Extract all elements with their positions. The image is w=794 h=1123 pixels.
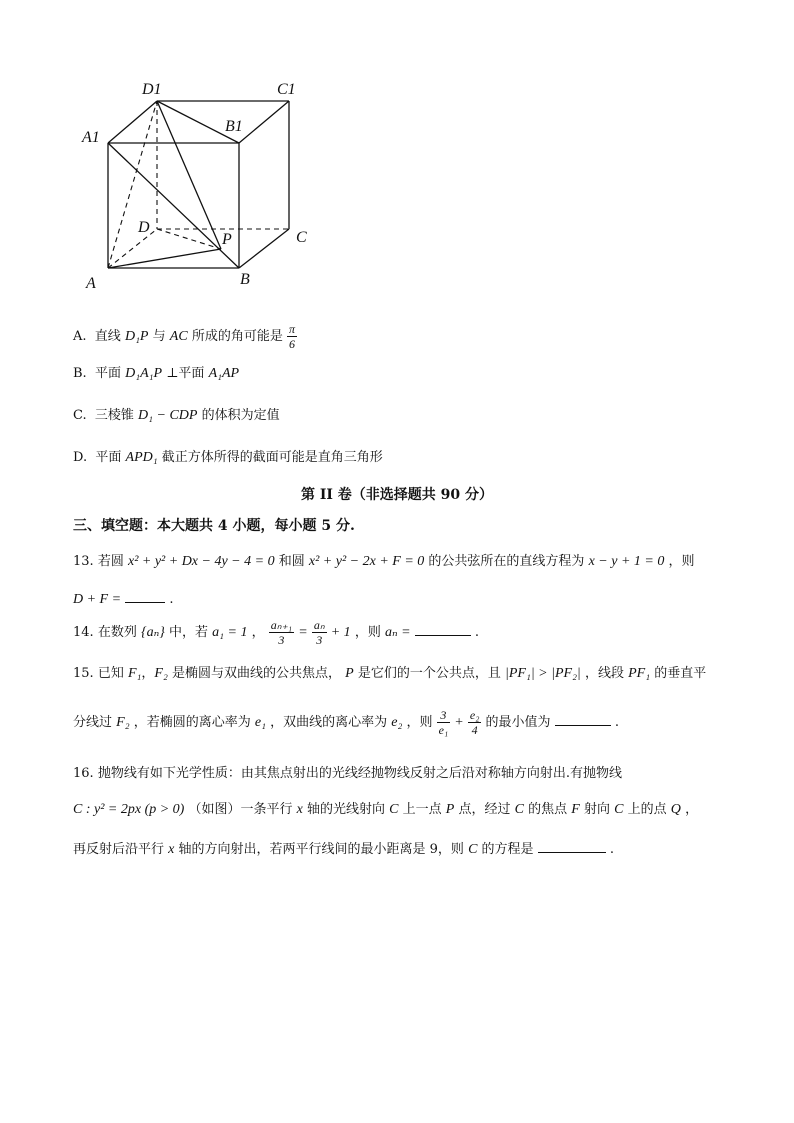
q15-frac2: [468, 708, 482, 737]
option-a-text2: 与: [152, 329, 166, 344]
q14-eq1: a₁ = 1: [212, 625, 248, 640]
option-c-text1: 三棱锥: [94, 408, 134, 423]
q16-f: F: [571, 802, 580, 817]
q15-l2-t1: 分线过: [73, 715, 113, 730]
q15-t5: 的垂直平: [654, 666, 707, 681]
label-p: P: [222, 231, 232, 248]
q16-x2: x: [168, 842, 175, 857]
question-13-line1: [73, 554, 695, 570]
question-14: [73, 618, 479, 647]
q15-frac2-den: 4: [471, 723, 478, 737]
edge-b1-c1: [239, 101, 289, 143]
q13-end: .: [169, 592, 174, 607]
q15-plus: +: [454, 715, 464, 730]
q14-frac1-den: 3: [278, 633, 285, 647]
q13-eq3: x − y + 1 = 0: [588, 554, 665, 569]
option-d-expr1: APD₁: [125, 450, 158, 465]
segment-d1-p: [157, 101, 221, 249]
edge-b-c: [239, 229, 289, 268]
q13-eq2: x² + y² − 2x + F = 0: [308, 554, 425, 569]
q14-frac1: [269, 618, 294, 647]
q14-seq: {aₙ}: [140, 625, 165, 640]
q14-eq2: aₙ =: [384, 625, 411, 640]
q15-pf1: PF₁: [628, 666, 651, 681]
q15-l2-t5: 的最小值为: [485, 715, 551, 730]
option-a-frac-num: π: [288, 322, 295, 336]
q13-t1: 若圆: [97, 554, 124, 569]
q13-t2: 和圆: [278, 554, 305, 569]
q15-frac2-num: e₂: [469, 708, 480, 722]
option-b-prefix: B.: [73, 366, 87, 381]
q14-frac2-num: aₙ: [313, 618, 325, 632]
hidden-segment-d-p: [157, 229, 221, 249]
label-d1: D1: [142, 81, 162, 98]
option-d-text1: 平面: [95, 450, 122, 465]
q16-c2: C: [514, 802, 524, 817]
q14-frac1-num: aₙ₊₁: [270, 618, 293, 632]
q13-t4: ，则: [668, 554, 695, 569]
option-d-text2: 截正方体所得的截面可能是直角三角形: [161, 450, 383, 465]
q14-t2: 中，若: [169, 625, 209, 640]
q15-l2-t4: ，则: [406, 715, 433, 730]
q16-l3-t2: 轴的方向射出，若两平行线间的最小距离是 9，则: [178, 842, 464, 857]
q16-l1: 抛物线有如下光学性质：由其焦点射出的光线经抛物线反射之后沿对称轴方向射出.有抛物线: [97, 766, 622, 781]
q13-answer-blank[interactable]: [125, 590, 165, 603]
question-16-line2: [73, 802, 698, 818]
q15-frac1-num: 3: [437, 708, 451, 723]
q15-e1: e₁: [254, 715, 266, 730]
cube-figure: [70, 70, 330, 300]
label-d: D: [138, 219, 150, 236]
q15-p: P: [345, 666, 354, 681]
q13-eq1: x² + y² + Dx − 4y − 4 = 0: [127, 554, 275, 569]
q16-l2-t4: 点，经过: [458, 802, 511, 817]
label-b1: B1: [225, 118, 243, 135]
q15-ineq: |PF₁| > |PF₂|: [505, 666, 581, 681]
q15-t1: 已知: [97, 666, 124, 681]
option-a-text1: 直线: [94, 329, 121, 344]
q15-t2: 是椭圆与双曲线的公共焦点，: [171, 666, 341, 681]
q14-eq-sign: =: [298, 625, 308, 640]
q14-end: .: [474, 625, 480, 640]
q13-number: 13.: [73, 554, 94, 569]
q16-l2-t8: ，: [685, 802, 699, 817]
option-c-prefix: C.: [73, 408, 87, 423]
q15-l2-f2: F₂: [116, 715, 130, 730]
option-b-text2: ⊥平面: [166, 366, 205, 381]
option-a-expr1: D₁P: [124, 329, 149, 344]
q13-line2-expr: D + F =: [73, 592, 122, 607]
q14-frac2: [312, 618, 327, 647]
q16-c4: C: [468, 842, 478, 857]
q16-x1: x: [296, 802, 303, 817]
part-heading: 三、填空题：本大题共 4 小题，每小题 5 分.: [73, 518, 355, 534]
question-15-line1: [73, 666, 706, 682]
label-c1: C1: [277, 81, 296, 98]
q15-f2: F₂: [154, 666, 168, 681]
q14-sep: ，: [251, 625, 265, 640]
q15-end: .: [614, 715, 619, 730]
question-13-line2: [73, 590, 173, 608]
q15-answer-blank[interactable]: [555, 713, 611, 726]
option-a-fraction: [287, 322, 297, 351]
q15-comma: ，: [141, 666, 155, 681]
option-a: [73, 322, 297, 351]
q15-frac1: [437, 708, 451, 737]
option-a-prefix: A.: [73, 329, 87, 344]
q16-l3-t1: 再反射后沿平行: [73, 842, 165, 857]
q16-l2-t6: 射向: [584, 802, 611, 817]
option-c-text2: 的体积为定值: [201, 408, 280, 423]
edge-a1-d1: [108, 101, 157, 143]
q16-l2-t5: 的焦点: [528, 802, 568, 817]
q14-t1: 在数列: [97, 625, 137, 640]
option-b: [73, 366, 239, 382]
q15-l2-t3: ，双曲线的离心率为: [270, 715, 388, 730]
option-b-expr2: A₁AP: [208, 366, 240, 381]
segment-a-p: [108, 249, 221, 268]
option-d: [73, 450, 383, 466]
q15-frac1-den: e₁: [438, 723, 449, 737]
section-title: 第 II 卷（非选择题共 90 分）: [300, 487, 494, 503]
q16-c3: C: [614, 802, 624, 817]
q16-eq: C : y² = 2px (p > 0): [73, 802, 185, 817]
q16-answer-blank[interactable]: [538, 840, 606, 853]
hidden-segment-a-d1: [108, 101, 157, 268]
q16-l2-t2: 轴的光线射向: [307, 802, 386, 817]
question-16-line1: [73, 766, 622, 782]
q16-l3-t3: 的方程是: [481, 842, 534, 857]
option-a-text3: 所成的角可能是: [191, 329, 283, 344]
option-b-text1: 平面: [94, 366, 121, 381]
hidden-edge-a-d: [108, 229, 157, 268]
question-15-line2: [73, 708, 619, 737]
q15-f1: F₁: [127, 666, 142, 681]
q16-q: Q: [670, 802, 681, 817]
q16-l2-t7: 上的点: [627, 802, 667, 817]
q15-t3: 是它们的一个公共点，且: [357, 666, 501, 681]
q16-number: 16.: [73, 766, 94, 781]
option-d-prefix: D.: [73, 450, 88, 465]
q14-frac2-den: 3: [316, 633, 323, 647]
q16-p: P: [445, 802, 455, 817]
q16-end: .: [609, 842, 614, 857]
label-c: C: [296, 229, 307, 246]
q14-answer-blank[interactable]: [415, 623, 471, 636]
question-16-line3: [73, 840, 614, 858]
label-b: B: [240, 271, 250, 288]
option-b-expr1: D₁A₁P: [125, 366, 163, 381]
option-c-expr1: D₁ − CDP: [138, 408, 198, 423]
option-a-frac-den: 6: [288, 337, 295, 351]
q14-t3: ，则: [354, 625, 381, 640]
q13-t3: 的公共弦所在的直线方程为: [428, 554, 585, 569]
label-a1: A1: [82, 129, 100, 146]
option-a-expr2: AC: [169, 329, 188, 344]
q14-plus: + 1: [330, 625, 351, 640]
option-c: [73, 408, 280, 424]
q15-l2-t2: ，若椭圆的离心率为: [133, 715, 251, 730]
label-a: A: [86, 275, 96, 292]
q16-c1: C: [389, 802, 399, 817]
q15-number: 15.: [73, 666, 94, 681]
q15-e2: e₂: [391, 715, 403, 730]
q15-t4: ，线段: [584, 666, 624, 681]
q14-number: 14.: [73, 625, 94, 640]
q16-l2-t1: （如图）一条平行: [188, 802, 293, 817]
q16-l2-t3: 上一点: [402, 802, 442, 817]
